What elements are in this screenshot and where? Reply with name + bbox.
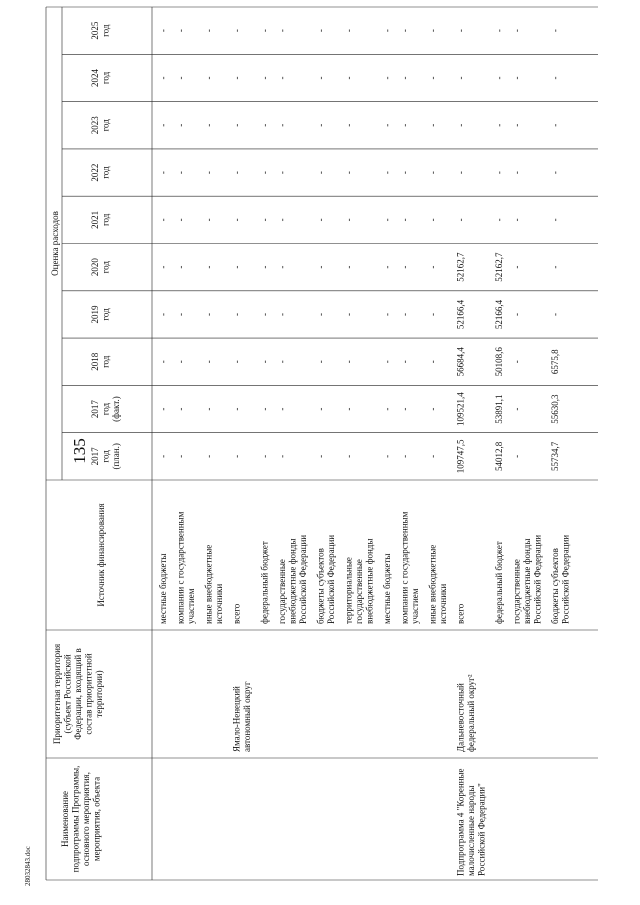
row-value-2021: - [343,218,354,222]
row-value-2020: - [511,265,522,269]
row-source: всего [231,603,242,624]
row-value-2024: - [511,76,522,80]
row-value-2025: - [494,29,504,33]
row-value-2024: - [343,76,354,80]
row-value-2025: - [158,29,168,33]
row-value-2017f: 55630,3 [550,394,560,424]
row-value-2025: - [427,29,438,33]
row-value-2023: - [277,123,287,127]
row-value-2020: - [550,265,560,269]
row-value-2021: - [399,218,410,222]
row-value-2022: - [550,171,560,175]
row-value-2024: - [550,76,560,80]
row-value-2023: - [158,123,168,127]
row-value-2019: - [511,312,522,316]
row-value-2017f: 53891,1 [494,394,504,424]
row-value-2025: - [259,29,270,33]
row-value-2019: - [427,312,438,316]
row-value-2019: - [277,312,287,316]
header-year-2017p: 2017год(план.) [90,443,121,470]
row-source: государственныевнебюджетные фондыРоссийской Федерации [511,534,543,624]
row-value-2020: - [203,265,214,269]
row-value-2020: - [315,265,326,269]
row-value-2022: - [158,171,168,175]
row-value-2022: - [427,171,438,175]
row-value-2024: - [455,76,466,80]
row-value-2017p: 54012,8 [494,441,504,471]
row-value-2023: - [382,123,392,127]
row-value-2023: - [494,123,504,127]
row-value-2021: - [511,218,522,222]
row-value-2017p: - [259,454,270,458]
row-value-2017f: 109521,4 [455,392,466,426]
row-value-2023: - [175,123,186,127]
row-value-2025: - [455,29,466,33]
row-value-2022: - [277,171,287,175]
row-value-2021: - [259,218,270,222]
row-value-2022: - [315,171,326,175]
row-value-2022: - [455,171,466,175]
row-value-2020: - [277,265,287,269]
header-name-column: Наименованиеподпрограммы Программы,основного мероприятия,мероприятия, объекта [60,765,102,873]
row-value-2025: - [175,29,186,33]
row-source: территориальныегосударственныевнебюджетные фонды [343,538,375,624]
row-value-2017f: - [399,407,410,411]
row-value-2017f: - [231,407,242,411]
row-source: местные бюджеты [382,553,392,624]
row-value-2019: - [315,312,326,316]
row-value-2024: - [315,76,326,80]
header-year-2018: 2018год [90,352,111,371]
row-value-2023: - [259,123,270,127]
row-value-2018: - [259,360,270,364]
header-year-2021: 2021год [90,210,111,229]
header-year-2020: 2020год [90,258,111,277]
header-year-2022: 2022год [90,163,111,182]
row-value-2019: - [550,312,560,316]
row-value-2023: - [343,123,354,127]
row-value-2019: - [343,312,354,316]
row-value-2018: 6575,8 [550,349,560,375]
row-value-2018: - [231,360,242,364]
row-value-2018: - [175,360,186,364]
row-value-2018: 56684,4 [455,347,466,377]
row-value-2017f: - [175,407,186,411]
row-source: компании с государственнымучастием [175,511,196,624]
row-source: федеральный бюджет [259,541,270,624]
row-territory: Дальневосточныйфедеральный округ² [455,674,476,752]
row-value-2018: 50108,6 [494,347,504,377]
row-value-2017f: - [343,407,354,411]
header-year-2017f: 2017год(факт.) [90,396,121,422]
row-value-2025: - [511,29,522,33]
row-value-2017p: - [427,454,438,458]
row-value-2020: - [343,265,354,269]
row-value-2024: - [259,76,270,80]
row-value-2024: - [158,76,168,80]
row-source: всего [455,603,466,624]
header-year-2019: 2019год [90,305,111,324]
row-value-2018: - [343,360,354,364]
row-source: федеральный бюджет [494,541,504,624]
row-value-2018: - [203,360,214,364]
row-value-2017f: - [277,407,287,411]
row-source: бюджеты субъектовРоссийской Федерации [315,534,336,624]
row-value-2017p: - [231,454,242,458]
row-value-2017p: - [399,454,410,458]
row-territory: Ямало-Ненецкийавтономный округ [231,681,252,752]
row-value-2023: - [315,123,326,127]
row-value-2018: - [315,360,326,364]
row-value-2024: - [203,76,214,80]
row-value-2017p: - [343,454,354,458]
row-value-2021: - [382,218,392,222]
row-value-2025: - [343,29,354,33]
row-value-2020: - [382,265,392,269]
row-value-2019: - [158,312,168,316]
row-value-2022: - [494,171,504,175]
row-value-2023: - [427,123,438,127]
row-value-2021: - [315,218,326,222]
header-territory-column: Приоритетная территория(субъект РоссийскойФедерации, входящий всостав приоритетнойтерритории) [52,643,104,745]
row-value-2023: - [455,123,466,127]
header-year-2024: 2024год [90,68,111,87]
row-value-2021: - [494,218,504,222]
row-value-2023: - [231,123,242,127]
row-value-2022: - [231,171,242,175]
row-value-2017p: - [382,454,392,458]
row-value-2023: - [550,123,560,127]
row-value-2017p: - [175,454,186,458]
row-value-2019: 52166,4 [494,299,504,330]
row-value-2020: - [427,265,438,269]
row-value-2019: - [399,312,410,316]
row-value-2022: - [382,171,392,175]
row-value-2024: - [277,76,287,80]
row-value-2023: - [511,123,522,127]
row-value-2021: - [175,218,186,222]
row-value-2020: - [175,265,186,269]
row-value-2021: - [231,218,242,222]
document-code: 28032843.doc [24,846,32,886]
row-value-2022: - [399,171,410,175]
row-value-2021: - [455,218,466,222]
row-value-2024: - [175,76,186,80]
row-value-2017p: - [203,454,214,458]
row-value-2022: - [203,171,214,175]
row-value-2024: - [494,76,504,80]
row-source: местные бюджеты [158,553,168,624]
row-value-2025: - [399,29,410,33]
header-year-2023: 2023год [90,116,111,135]
row-value-2024: - [382,76,392,80]
row-program-name: Подпрограмма 4 "Коренныемалочисленные народыРоссийской Федерации" [455,768,487,876]
row-value-2017f: - [203,407,214,411]
row-source: иные внебюджетныеисточники [427,544,448,624]
row-value-2017p: 109747,5 [455,439,466,474]
row-value-2025: - [382,29,392,33]
row-value-2019: - [175,312,186,316]
row-value-2017f: - [259,407,270,411]
row-value-2020: 52162,7 [494,252,504,282]
row-value-2017p: 55734,7 [550,441,560,471]
row-value-2022: - [259,171,270,175]
row-value-2024: - [231,76,242,80]
row-value-2018: - [399,360,410,364]
header-year-2025: 2025год [90,21,111,40]
row-value-2018: - [277,360,287,364]
row-value-2017f: - [427,407,438,411]
row-value-2025: - [550,29,560,33]
row-value-2018: - [427,360,438,364]
row-value-2021: - [277,218,287,222]
table [46,7,598,880]
row-value-2021: - [427,218,438,222]
row-value-2024: - [427,76,438,80]
row-value-2017f: - [382,407,392,411]
row-source: бюджеты субъектовРоссийской Федерации [550,534,571,624]
row-value-2019: - [259,312,270,316]
row-value-2025: - [231,29,242,33]
row-value-2017p: - [511,454,522,458]
row-value-2019: - [203,312,214,316]
row-value-2021: - [158,218,168,222]
row-value-2022: - [343,171,354,175]
row-value-2018: - [158,360,168,364]
row-value-2019: - [231,312,242,316]
row-value-2017p: - [277,454,287,458]
row-value-2020: - [399,265,410,269]
row-value-2017p: - [315,454,326,458]
row-value-2018: - [382,360,392,364]
row-value-2024: - [399,76,410,80]
row-value-2017f: - [315,407,326,411]
row-value-2022: - [175,171,186,175]
row-value-2025: - [203,29,214,33]
row-value-2023: - [203,123,214,127]
row-source: государственныевнебюджетные фондыРоссийской Федерации [277,534,308,624]
row-value-2017p: - [158,454,168,458]
row-value-2020: - [259,265,270,269]
row-value-2025: - [315,29,326,33]
row-value-2020: - [231,265,242,269]
row-value-2021: - [203,218,214,222]
header-source-column: Источник финансирования [96,503,106,607]
row-source: компании с государственнымучастием [399,511,420,624]
row-value-2019: - [382,312,392,316]
row-value-2018: - [511,360,522,364]
row-value-2023: - [399,123,410,127]
row-value-2017f: - [511,407,522,411]
page-number: 135 [70,438,89,464]
row-value-2019: 52166,4 [455,299,466,330]
row-value-2022: - [511,171,522,175]
row-source: иные внебюджетныеисточники [203,544,224,624]
row-value-2025: - [277,29,287,33]
row-value-2021: - [550,218,560,222]
row-value-2017f: - [158,407,168,411]
header-group-estimate: Оценка расходов [50,211,60,276]
row-value-2020: 52162,7 [455,252,466,282]
row-value-2020: - [158,265,168,269]
